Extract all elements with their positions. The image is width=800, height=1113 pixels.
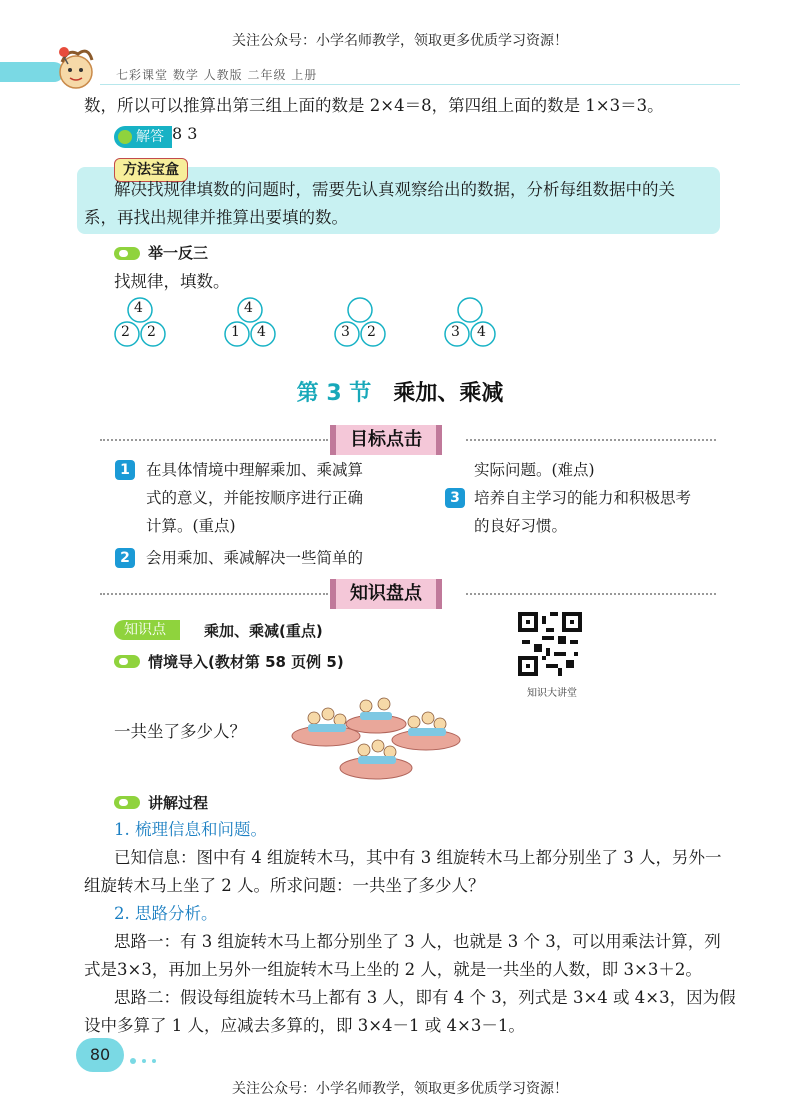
dash-divider — [466, 439, 716, 441]
g4-right: 4 — [477, 324, 486, 340]
example-line: 数，所以可以推算出第三组上面的数是 2×4＝8，第四组上面的数是 1×3＝3。 — [84, 96, 664, 115]
carousel-illustration — [286, 684, 466, 784]
qr-caption: 知识大讲堂 — [527, 688, 577, 699]
goal-1-line-2: 式的意义，并能按顺序进行正确 — [146, 489, 364, 507]
step-1-line-1: 已知信息：图中有 4 组旋转木马，其中有 3 组旋转木马上都分别坐了 3 人，另外一 — [114, 848, 722, 867]
g2-top: 4 — [244, 300, 253, 316]
decor-dot — [152, 1059, 156, 1063]
g4-left: 3 — [451, 324, 460, 340]
decor-dot — [130, 1058, 136, 1064]
practice-pill-icon — [114, 247, 140, 260]
g1-left: 2 — [121, 324, 130, 340]
dash-divider — [466, 593, 716, 595]
knowledge-point-title: 乘加、乘减(重点) — [204, 622, 323, 640]
scene-question: 一共坐了多少人？ — [114, 722, 246, 741]
idea-1-line-2: 式是3×3，再加上另外一组旋转木马上坐的 2 人，就是一共坐的人数，即 3×3＋2。 — [84, 960, 702, 979]
practice-instruction: 找规律，填数。 — [114, 272, 230, 291]
circle-group-3 — [332, 296, 388, 350]
goal-3-line-2: 的良好习惯。 — [474, 517, 568, 535]
g2-right: 4 — [257, 324, 266, 340]
goal-2-line-1: 会用乘加、乘减解决一些简单的 — [146, 549, 364, 567]
book-info: 七彩课堂 数学 人教版 二年级 上册 — [116, 68, 318, 82]
top-promo-note: 关注公众号：小学名师教学，领取更多优质学习资源！ — [232, 33, 568, 49]
step-1-title: 1. 梳理信息和问题。 — [114, 820, 267, 839]
dash-divider — [100, 593, 328, 595]
knowledge-point-tag: 知识点 — [114, 620, 180, 640]
practice-heading: 举一反三 — [148, 244, 209, 262]
header-rule — [100, 84, 740, 85]
answer-value: 8 3 — [172, 124, 198, 143]
section-title — [0, 376, 800, 407]
goal-2-line-2: 实际问题。(难点) — [474, 461, 595, 479]
section-number: 第 3 节 — [296, 381, 372, 406]
g3-right: 2 — [367, 324, 376, 340]
goal-3-line-1: 培养自主学习的能力和积极思考 — [474, 489, 692, 507]
idea-1-line-1: 思路一：有 3 组旋转木马上都分别坐了 3 人，也就是 3 个 3，可以用乘法计算，列 — [114, 932, 721, 951]
method-line-2: 系，再找出规律并推算出要填的数。 — [84, 208, 348, 227]
circle-group-4 — [442, 296, 498, 350]
page-number: 80 — [76, 1038, 124, 1072]
dash-divider — [100, 439, 328, 441]
goal-1-line-3: 计算。(重点) — [146, 517, 236, 535]
qr-code-icon[interactable] — [518, 612, 582, 676]
step-2-title: 2. 思路分析。 — [114, 904, 218, 923]
decor-dot — [142, 1059, 146, 1063]
g3-left: 3 — [341, 324, 350, 340]
intro-pill-icon — [114, 655, 140, 668]
step-1-line-2: 组旋转木马上坐了 2 人。所求问题：一共坐了多少人？ — [84, 876, 485, 895]
process-heading: 讲解过程 — [148, 794, 209, 812]
method-line-1: 解决找规律填数的问题时，需要先认真观察给出的数据，分析每组数据中的关 — [114, 180, 675, 199]
goals-banner: 目标点击 — [330, 425, 442, 455]
g2-left: 1 — [231, 324, 240, 340]
bottom-promo-note: 关注公众号：小学名师教学，领取更多优质学习资源！ — [232, 1081, 568, 1097]
mascot-icon — [48, 42, 104, 92]
goal-1-line-1: 在具体情境中理解乘加、乘减算 — [146, 461, 364, 479]
answer-tag: 解答 — [114, 126, 172, 148]
idea-2-line-2: 设中多算了 1 人，应减去多算的，即 3×4－1 或 4×3－1。 — [84, 1016, 525, 1035]
circle-puzzles — [0, 296, 800, 356]
goal-badge-3: 3 — [445, 488, 465, 508]
g1-right: 2 — [147, 324, 156, 340]
goal-badge-1: 1 — [115, 460, 135, 480]
process-pill-icon — [114, 796, 140, 809]
method-tag: 方法宝盒 — [114, 158, 188, 182]
knowledge-banner: 知识盘点 — [330, 579, 442, 609]
goal-badge-2: 2 — [115, 548, 135, 568]
section-name: 乘加、乘减 — [393, 381, 504, 406]
g1-top: 4 — [134, 300, 143, 316]
idea-2-line-1: 思路二：假设每组旋转木马上都有 3 人，即有 4 个 3，列式是 3×4 或 4×3，因为假 — [114, 988, 736, 1007]
intro-heading: 情境导入(教材第 58 页例 5) — [148, 653, 344, 671]
